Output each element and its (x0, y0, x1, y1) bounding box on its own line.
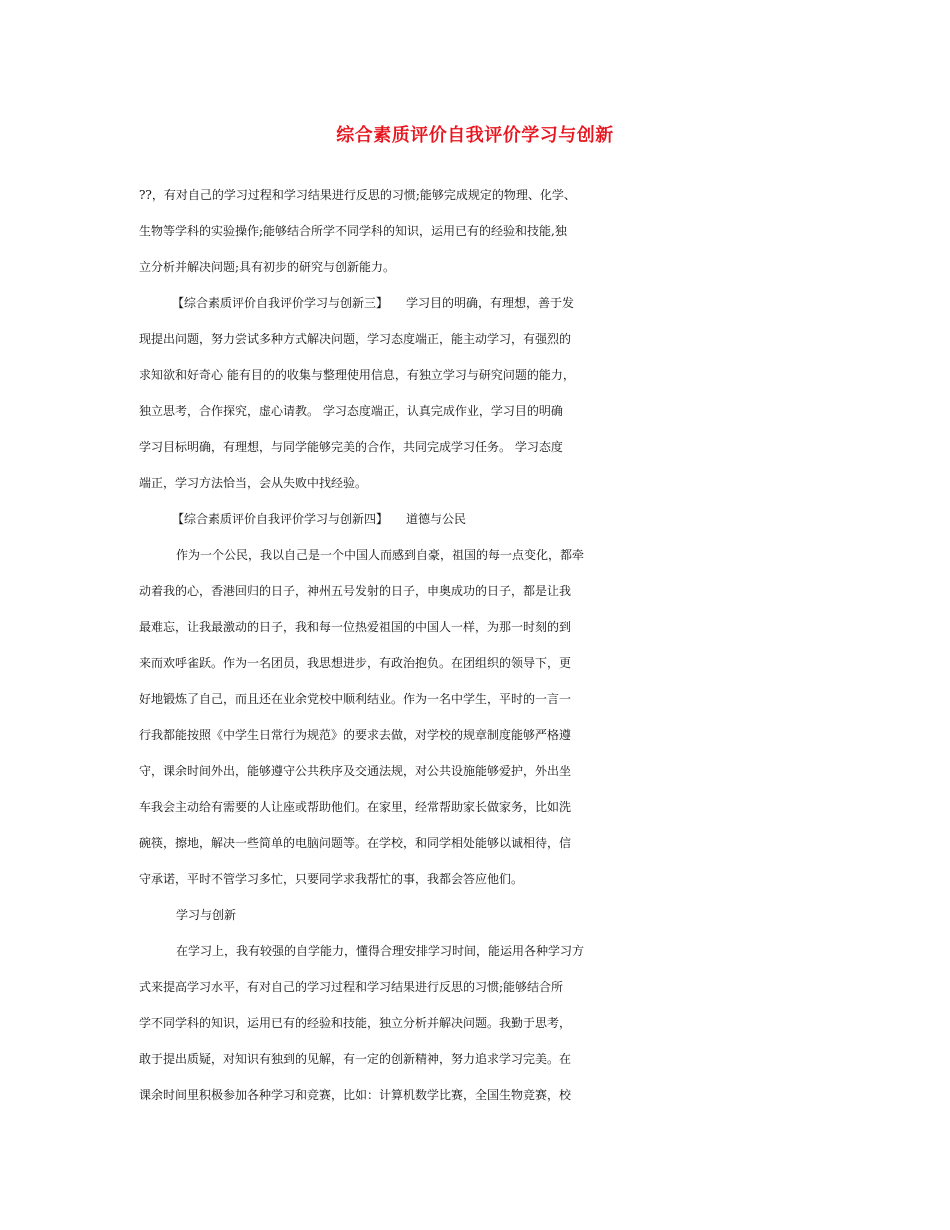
section-subheading: 学习与创新 (176, 908, 237, 922)
body-line: 式来提高学习水平，有对自己的学习过程和学习结果进行反思的习惯;能够结合所 (139, 980, 564, 994)
section-heading-line: 【综合素质评价自我评价学习与创新三】 学习目的明确，有理想，善于发 (172, 296, 575, 310)
body-line: 动着我的心，香港回归的日子，神州五号发射的日子，申奥成功的日子，都是让我 (139, 584, 572, 598)
body-line: 求知欲和好奇心 能有目的的收集与整理使用信息，有独立学习与研究问题的能力， (139, 368, 575, 382)
body-line: 碗筷，擦地，解决一些简单的电脑问题等。在学校，和同学相处能够以诚相待，信 (139, 836, 572, 850)
paragraph-first-line: 作为一个公民，我以自己是一个中国人而感到自豪，祖国的每一点变化，都牵 (176, 548, 585, 562)
body-line: 学不同学科的知识，运用已有的经验和技能，独立分析并解决问题。我勤于思考， (139, 1016, 572, 1030)
body-line: 课余时间里积极参加各种学习和竞赛，比如：计算机数学比赛，全国生物竞赛，校 (139, 1088, 572, 1102)
body-line: 独立思考，合作探究，虚心请教。 学习态度端正，认真完成作业，学习目的明确 (139, 404, 563, 418)
body-line: 现提出问题，努力尝试多种方式解决问题，学习态度端正，能主动学习，有强烈的 (139, 332, 572, 346)
body-line: 敢于提出质疑，对知识有独到的见解，有一定的创新精神，努力追求学习完美。在 (139, 1052, 572, 1066)
body-line: 守，课余时间外出，能够遵守公共秩序及交通法规，对公共设施能够爱护，外出坐 (139, 764, 572, 778)
body-line: 来而欢呼雀跃。作为一名团员，我思想进步，有政治抱负。在团组织的领导下，更 (139, 656, 572, 670)
document-title: 综合素质评价自我评价学习与创新 (336, 125, 614, 146)
body-line: 车我会主动给有需要的人让座或帮助他们。在家里，经常帮助家长做家务，比如洗 (139, 800, 572, 814)
body-line: 好地锻炼了自己，而且还在业余党校中顺利结业。作为一名中学生，平时的一言一 (139, 692, 572, 706)
paragraph-first-line: 在学习上，我有较强的自学能力，懂得合理安排学习时间，能运用各种学习方 (176, 944, 585, 958)
body-line: 学习目标明确，有理想，与同学能够完美的合作，共同完成学习任务。 学习态度 (139, 440, 563, 454)
body-line: 立分析并解决问题;具有初步的研究与创新能力。 (139, 260, 396, 274)
section-heading-line: 【综合素质评价自我评价学习与创新四】 道德与公民 (172, 512, 467, 526)
body-line: ??，有对自己的学习过程和学习结果进行反思的习惯;能够完成规定的物理、化学、 (139, 188, 576, 202)
body-line: 端正，学习方法恰当，会从失败中找经验。 (139, 476, 368, 490)
body-line: 最难忘，让我最激动的日子，我和每一位热爱祖国的中国人一样，为那一时刻的到 (139, 620, 572, 634)
body-line: 行我都能按照《中学生日常行为规范》的要求去做，对学校的规章制度能够严格遵 (139, 728, 572, 742)
body-line: 生物等学科的实验操作;能够结合所学不同学科的知识，运用已有的经验和技能,独 (139, 224, 567, 238)
body-line: 守承诺，平时不管学习多忙，只要同学求我帮忙的事，我都会答应他们。 (139, 872, 524, 886)
